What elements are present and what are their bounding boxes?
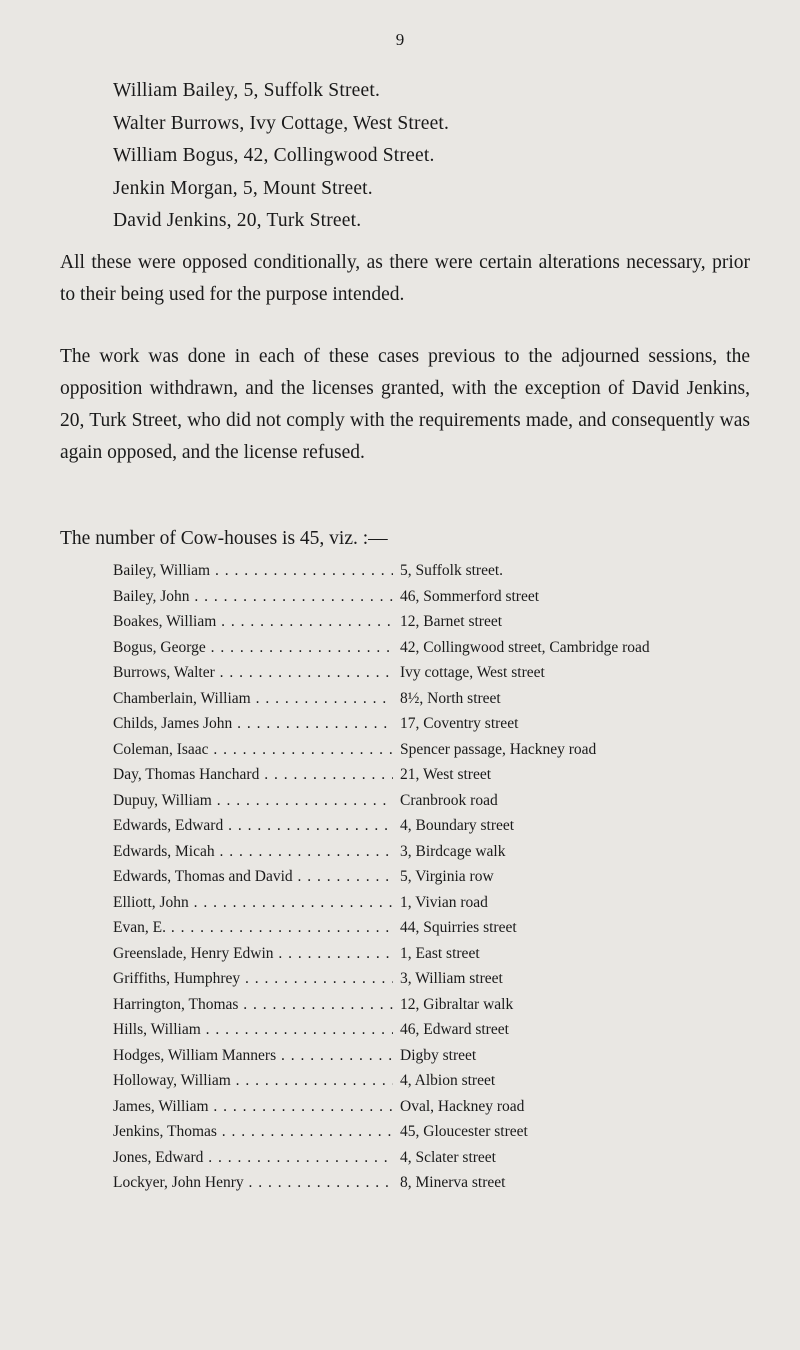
row-name: Bailey, John . . . [113,588,393,606]
row-name: Evan, E. . . . [113,919,393,937]
table-row [0,792,800,818]
list-item: Jenkin Morgan, 5, Mount Street. [113,177,373,199]
table-row [0,843,800,869]
row-address: 8½, North street [400,689,501,707]
row-address: 3, Birdcage walk [400,842,506,860]
paragraph-work-done: The work was done in each of these cases previous to the adjourned sessions, the opposition withdrawn, and the licenses granted, with the exception of David Jenkins, 20, Turk Street, who did not comply with the requirements made, and consequently was again opposed, and the license refused. [60,346,750,463]
row-name: Burrows, Walter . . . [113,664,393,682]
row-name: Harrington, Thomas . . . [113,996,393,1014]
table-row [0,1174,800,1200]
row-name: Holloway, William . . . [113,1072,393,1090]
cowhouses-intro: The number of Cow-houses is 45, viz. :— [60,528,388,549]
list-item: William Bailey, 5, Suffolk Street. [113,80,381,101]
row-address: 4, Sclater street [400,1148,496,1166]
opposed-licenses-list [113,75,449,238]
row-name: Bailey, William . . . [113,562,393,580]
row-name: Elliott, John . . . [113,894,393,912]
table-row [0,1098,800,1124]
table-row [0,945,800,971]
row-address: 42, Collingwood street, Cambridge road [400,638,650,656]
row-address: 5, Virginia row [400,868,494,885]
row-name: Bogus, George . . . [113,639,393,657]
row-address: 46, Edward street [400,1021,509,1038]
table-row [0,1072,800,1098]
table-row [0,868,800,894]
row-name: Griffiths, Humphrey . . . [113,970,393,988]
row-name: Childs, James John . . . [113,715,393,733]
row-address: 5, Suffolk street. [400,562,504,579]
row-address: 4, Boundary street [400,817,515,834]
table-row [0,715,800,741]
row-address: 1, East street [400,944,480,962]
row-address: Ivy cottage, West street [400,664,545,681]
table-row [0,664,800,690]
row-name: Hodges, William Manners . . . [113,1047,393,1065]
row-name: Hills, William . . . [113,1021,393,1039]
table-row [0,996,800,1022]
row-name: Coleman, Isaac . . . [113,741,393,759]
table-row [0,970,800,996]
table-row [0,639,800,665]
table-row [0,562,800,588]
row-address: Spencer passage, Hackney road [400,740,597,758]
table-row [0,588,800,614]
row-address: 46, Sommerford street [400,587,540,605]
row-address: Cranbrook road [400,791,498,809]
row-name: James, William . . . [113,1098,393,1116]
row-address: 12, Gibraltar walk [400,995,514,1013]
row-name: Chamberlain, William . . . [113,690,393,708]
table-row [0,894,800,920]
row-address: 12, Barnet street [400,613,503,630]
row-name: Lockyer, John Henry . . . [113,1174,393,1192]
row-name: Edwards, Micah . . . [113,843,393,861]
table-row [0,766,800,792]
table-row [0,919,800,945]
row-name: Jones, Edward . . . [113,1149,393,1167]
table-row [0,1047,800,1073]
row-address: Oval, Hackney road [400,1097,525,1115]
row-name: Dupuy, William . . . [113,792,393,810]
list-item: David Jenkins, 20, Turk Street. [113,210,362,231]
row-address: 45, Gloucester street [400,1123,528,1140]
row-address: 8, Minerva street [400,1174,506,1191]
row-name: Boakes, William . . . [113,613,393,631]
table-row [0,1149,800,1175]
row-address: 4, Albion street [400,1072,496,1089]
row-address: 44, Squirries street [400,919,517,936]
row-address: 17, Coventry street [400,715,519,732]
table-row [0,1123,800,1149]
table-row [0,613,800,639]
list-item: Walter Burrows, Ivy Cottage, West Street. [113,112,450,134]
row-name: Edwards, Thomas and David . . . [113,868,393,886]
row-name: Edwards, Edward . . . [113,817,393,835]
row-name: Day, Thomas Hanchard . . . [113,766,393,784]
table-row [0,741,800,767]
paragraph-opposed: All these were opposed conditionally, as there were certain alterations necessary, prior to their being used for the purpose intended. [60,252,750,305]
list-item: William Bogus, 42, Collingwood Street. [113,145,435,166]
row-address: 21, West street [400,766,492,783]
row-address: Digby street [400,1046,477,1064]
row-address: 1, Vivian road [400,893,488,911]
table-row [0,1021,800,1047]
row-address: 3, William street [400,970,503,987]
row-name: Greenslade, Henry Edwin . . . [113,945,393,963]
row-name: Jenkins, Thomas . . . [113,1123,393,1141]
table-row [0,817,800,843]
page-number: 9 [395,30,405,49]
cowhouses-table [0,562,800,1200]
table-row [0,690,800,716]
